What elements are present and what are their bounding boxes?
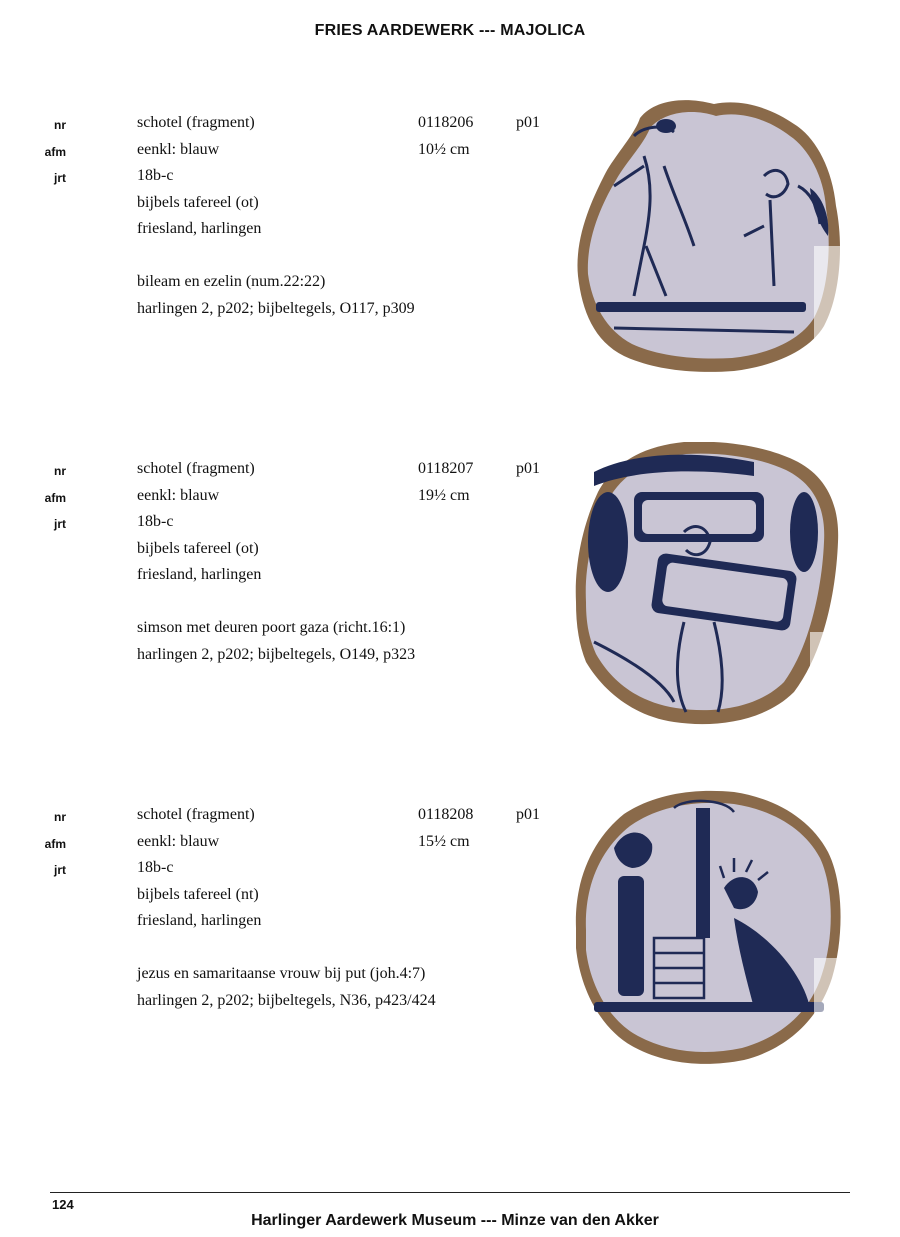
value-voorbeeld: bileam en ezelin (num.22:22) <box>137 273 326 290</box>
value-afm: 19½ cm <box>418 486 470 504</box>
page-number: 124 <box>52 1197 74 1212</box>
value-voorstelling: bijbels tafereel (nt) <box>137 885 259 903</box>
value-fabrikaat: friesland, harlingen <box>137 912 262 929</box>
label-jrt: jrt <box>54 517 66 531</box>
label-nr: nr <box>54 810 66 824</box>
label-jrt: jrt <box>54 171 66 185</box>
value-kleur: eenkl: blauw <box>137 832 220 850</box>
value-code: p01 <box>516 114 540 131</box>
value-voorwerp: schotel (fragment) <box>137 806 255 823</box>
value-voorstelling: bijbels tafereel (ot) <box>137 193 259 211</box>
label-afm: afm <box>44 144 66 159</box>
label-nr: nr <box>54 118 66 132</box>
value-nr: 0118207 <box>418 460 474 477</box>
value-code: p01 <box>516 460 540 477</box>
value-voorwerp: schotel (fragment) <box>137 114 255 131</box>
catalog-entry <box>0 460 900 760</box>
value-afm: 15½ cm <box>418 832 470 850</box>
value-datering: 18b-c <box>137 167 174 184</box>
value-voorbeeld: simson met deuren poort gaza (richt.16:1) <box>137 619 406 636</box>
fragment-photo <box>574 788 852 1088</box>
value-kleur: eenkl: blauw <box>137 140 220 158</box>
value-literatuur: harlingen 2, p202; bijbeltegels, O117, p309 <box>137 299 415 317</box>
fragment-photo <box>574 442 852 742</box>
catalog-entry <box>0 806 900 1106</box>
fragment-photo <box>574 96 852 396</box>
footer-divider <box>50 1192 850 1193</box>
value-fabrikaat: friesland, harlingen <box>137 566 262 583</box>
value-code: p01 <box>516 806 540 823</box>
value-fabrikaat: friesland, harlingen <box>137 220 262 237</box>
label-afm: afm <box>44 490 66 505</box>
value-datering: 18b-c <box>137 513 174 530</box>
value-afm: 10½ cm <box>418 140 470 158</box>
value-datering: 18b-c <box>137 859 174 876</box>
value-kleur: eenkl: blauw <box>137 486 220 504</box>
value-literatuur: harlingen 2, p202; bijbeltegels, O149, p323 <box>137 645 416 663</box>
footer-text: Harlinger Aardewerk Museum --- Minze van den Akker <box>251 1212 659 1229</box>
value-literatuur: harlingen 2, p202; bijbeltegels, N36, p423/424 <box>137 991 436 1009</box>
value-voorstelling: bijbels tafereel (ot) <box>137 539 259 557</box>
page-title: FRIES AARDEWERK --- MAJOLICA <box>314 22 586 39</box>
label-nr: nr <box>54 464 66 478</box>
label-afm: afm <box>44 836 66 851</box>
label-jrt: jrt <box>54 863 66 877</box>
value-voorbeeld: jezus en samaritaanse vrouw bij put (joh.4:7) <box>137 965 426 982</box>
catalog-entry <box>0 114 900 414</box>
value-nr: 0118208 <box>418 806 474 823</box>
value-nr: 0118206 <box>418 114 474 131</box>
value-voorwerp: schotel (fragment) <box>137 460 255 477</box>
